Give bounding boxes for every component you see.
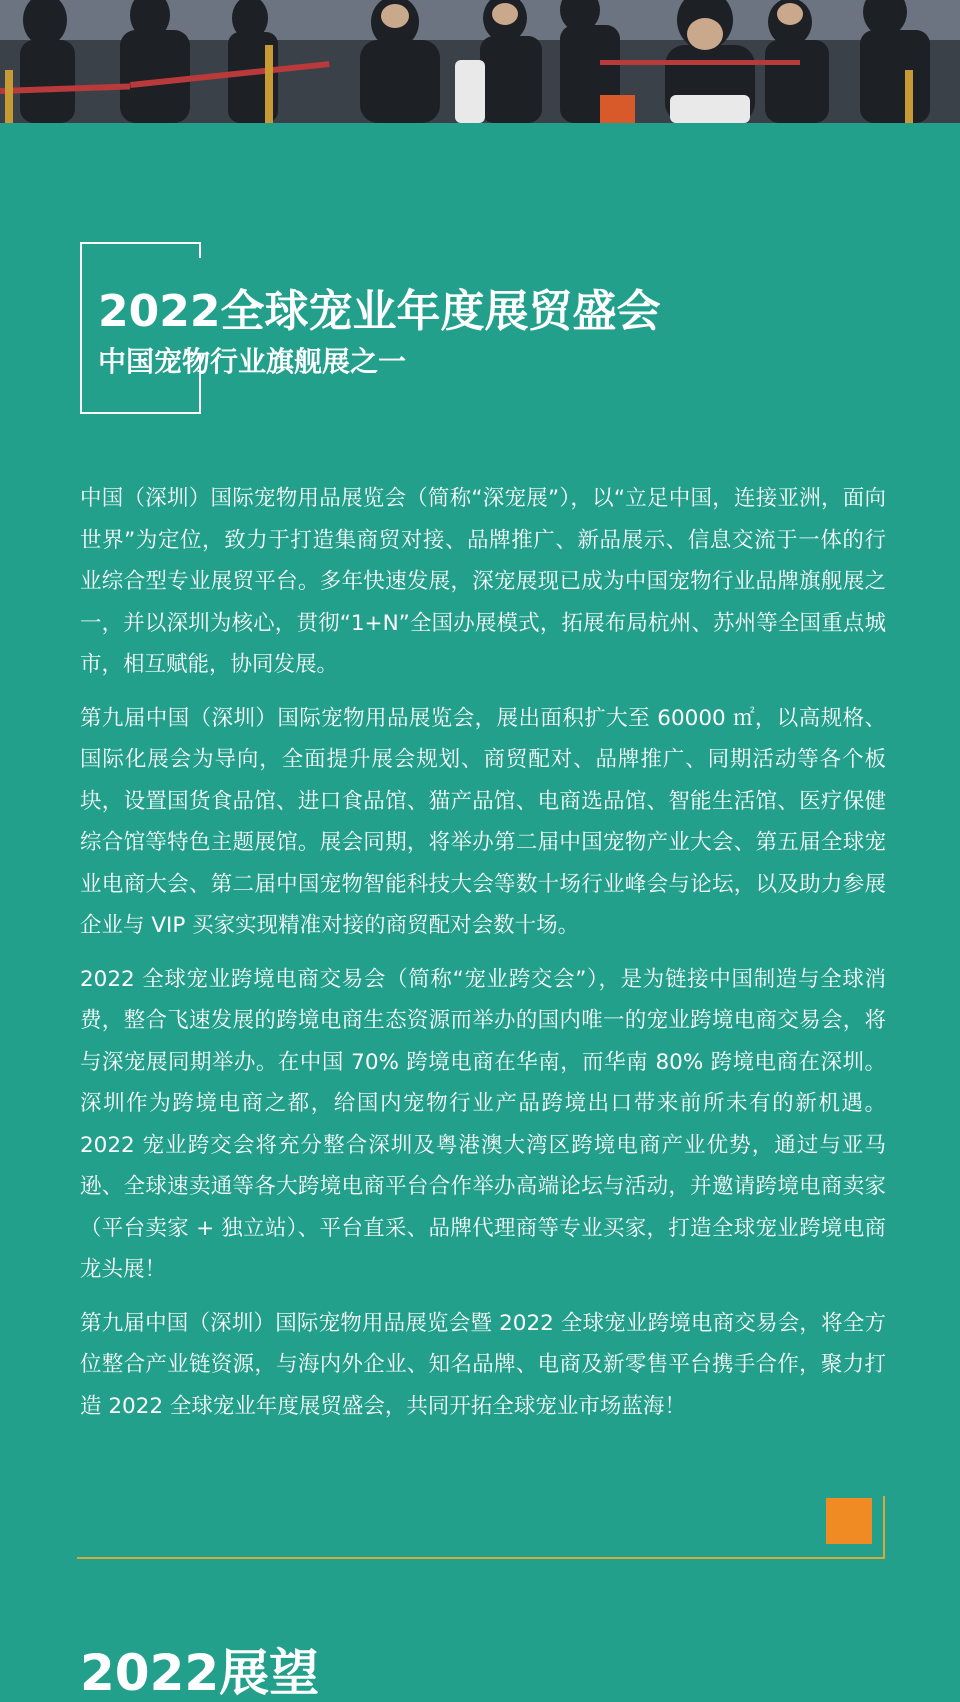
gold-divider <box>77 1557 885 1559</box>
crowd-photo-illustration <box>0 0 960 123</box>
orange-accent-square <box>826 1498 872 1544</box>
paragraph-summary: 第九届中国（深圳）国际宠物用品展览会暨 2022 全球宠业跨境电商交易会，将全方位整合产业链资源，与海内外企业、知名品牌、电商及新零售平台携手合作，聚力打造 2022 全球宠业年度展贸盛会，共同开拓全球宠业市场蓝海！ <box>80 1310 886 1419</box>
title-block <box>80 242 780 414</box>
paragraph-intro: 中国（深圳）国际宠物用品展览会（简称“深宠展”），以“立足中国，连接亚洲，面向世界”为定位，致力于打造集商贸对接、品牌推广、新品展示、信息交流于一体的行业综合型专业展贸平台。多年快速发展，深宠展现已成为中国宠物行业品牌旗舰展之一，并以深圳为核心，贯彻“1+N”全国办展模式，拓展布局杭州、苏州等全国重点城市，相互赋能，协同发展。 <box>80 486 886 677</box>
paragraph-ninth-expo: 第九届中国（深圳）国际宠物用品展览会，展出面积扩大至 60000 ㎡，以高规格、国际化展会为导向，全面提升展会规划、商贸配对、品牌推广、同期活动等各个板块，设置国货食品馆、进口食品馆、猫产品馆、电商选品馆、智能生活馆、医疗保健综合馆等特色主题展馆。展会同期，将举办第二届中国宠物产业大会、第五届全球宠业电商大会、第二届中国宠物智能科技大会等数十场行业峰会与论坛，以及助力参展企业与 VIP 买家实现精准对接的商贸配对会数十场。 <box>80 705 886 938</box>
gold-divider-vertical <box>883 1496 885 1559</box>
crowd-photo-banner <box>0 0 960 123</box>
title-frame-top <box>80 242 201 244</box>
title-frame-bottom <box>80 412 201 414</box>
section-heading-outlook: 2022展望 <box>80 1644 320 1702</box>
article-body <box>80 478 886 1439</box>
page-subtitle: 中国宠物行业旗舰展之一 <box>98 345 407 378</box>
paragraph-cross-border: 2022 全球宠业跨境电商交易会（简称“宠业跨交会”），是为链接中国制造与全球消费，整合飞速发展的跨境电商生态资源而举办的国内唯一的宠业跨境电商交易会，将与深宠展同期举办。在中国 70% 跨境电商在华南，而华南 80% 跨境电商在深圳。深圳作为跨境电商之都，给国内宠物行业产品跨境出口带来前所未有的新机遇。2022 宠业跨交会将充分整合深圳及粤港澳大湾区跨境电商产业优势，通过与亚马逊、全球速卖通等各大跨境电商平台合作举办高端论坛与活动，并邀请跨境电商卖家（平台卖家 + 独立站）、平台直采、品牌代理商等专业买家，打造全球宠业跨境电商龙头展！ <box>80 966 886 1282</box>
page-title: 2022全球宠业年度展贸盛会 <box>98 286 661 337</box>
title-frame-left <box>80 242 82 412</box>
title-frame-right-top <box>199 242 201 258</box>
